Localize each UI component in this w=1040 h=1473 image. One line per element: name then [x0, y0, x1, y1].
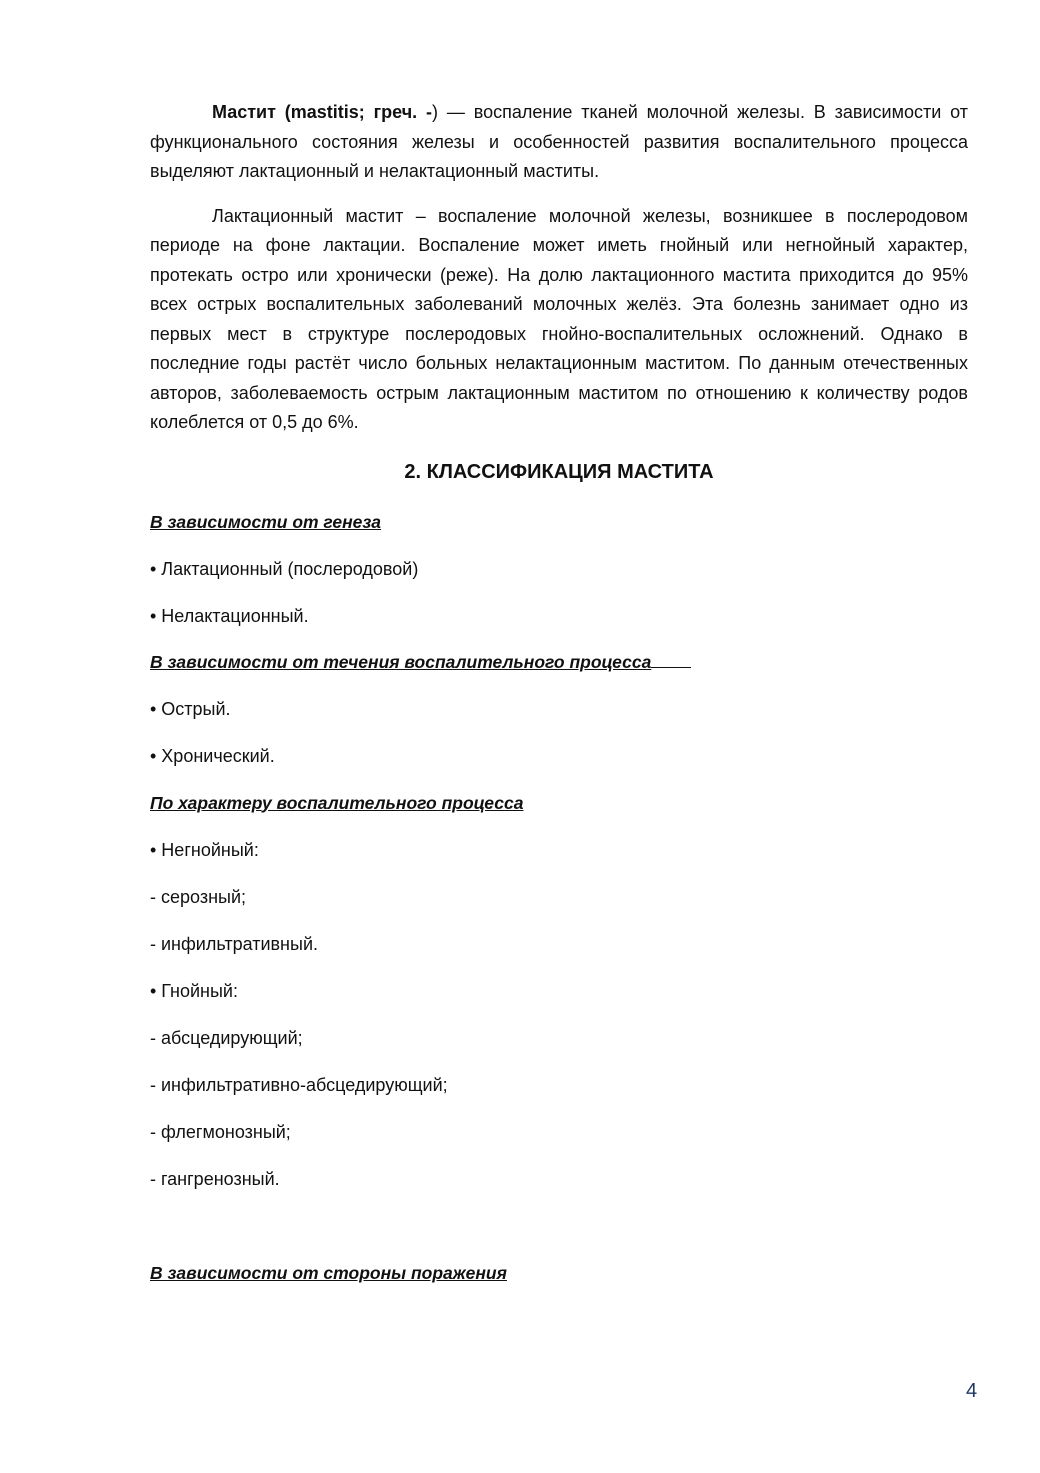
- subheading-character: [150, 791, 968, 815]
- section-title: 2. КЛАССИФИКАЦИЯ МАСТИТА: [404, 460, 714, 483]
- list-item: • Хронический.: [150, 745, 275, 766]
- subheading-genesis-text: В зависимости от генеза: [150, 511, 382, 532]
- list-item: - абсцедирующий;: [150, 1027, 303, 1048]
- subheading-side: [150, 1261, 968, 1285]
- list-item: - флегмонозный;: [150, 1121, 291, 1142]
- intro-paragraph: [150, 98, 968, 187]
- intro-text: ) — воспаление тканей молочной железы. В зависимости от функционального состояния железы и особенностей развития воспалительного процесса выделяют лактационный и нелактационный маститы.: [150, 102, 969, 181]
- list-item: • Нелактационный.: [150, 605, 309, 626]
- underline-trail: [651, 666, 691, 668]
- intro-term: Мастит (mastitis; греч. -: [212, 102, 433, 122]
- subheading-course-text: В зависимости от течения воспалительного процесса: [150, 651, 652, 672]
- list-item: • Острый.: [150, 698, 231, 719]
- list-item: - инфильтративно-абсцедирующий;: [150, 1074, 448, 1095]
- subheading-side-text: В зависимости от стороны поражения: [150, 1262, 507, 1283]
- subheading-character-text: По характеру воспалительного процесса: [150, 792, 524, 813]
- list-item: • Гнойный:: [150, 980, 238, 1001]
- list-item: - серозный;: [150, 886, 247, 907]
- page-content: [150, 98, 968, 1285]
- list-item: • Негнойный:: [150, 839, 259, 860]
- subheading-genesis: [150, 510, 968, 534]
- lactation-paragraph: Лактационный мастит – воспаление молочной железы, возникшее в послеродовом периоде на фоне лактации. Воспаление может иметь гнойный или негнойный характер, протекать остро или хронически (реже). На долю лактационного мастита приходится до 95% всех острых воспалительных заболеваний молочных желёз. Эта болезнь занимает одно из первых мест в структуре послеродовых гнойно-воспалительных осложнений. Однако в последние годы растёт число больных нелактационным маститом. По данным отечественных авторов, заболеваемость острым лактационным маститом по отношению к количеству родов колеблется от 0,5 до 6%.: [150, 205, 968, 432]
- list-item: • Лактационный (послеродовой): [150, 558, 419, 579]
- page-number: 4: [966, 1380, 978, 1402]
- list-item: - гангренозный.: [150, 1168, 280, 1189]
- subheading-course: [150, 650, 968, 674]
- list-item: - инфильтративный.: [150, 933, 318, 954]
